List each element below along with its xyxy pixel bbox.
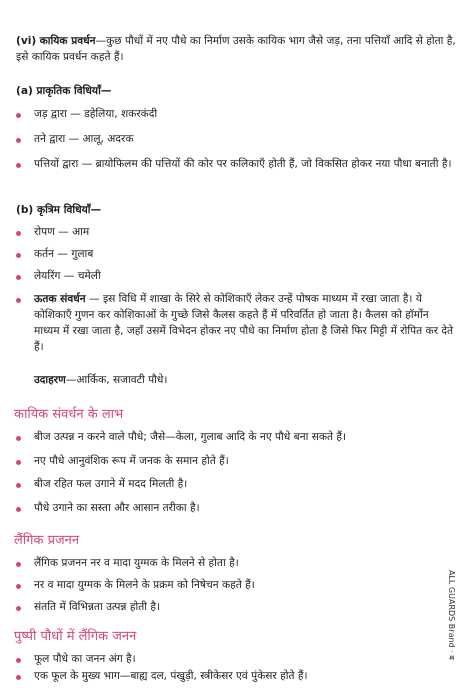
list-item-text: एक फूल के मुख्य भाग—बाह्य दल, पंखुड़ी, स्त्रीकेसर एवं पुंकेसर होते हैं। xyxy=(34,670,308,682)
example-text: —आर्किक, सजावटी पौधे। xyxy=(65,374,168,386)
side-watermark: ALL GUARDS Brand · ब xyxy=(447,570,456,660)
list-item-text: रोपण — आम xyxy=(34,226,90,238)
artificial-methods-heading: (b) कृत्रिम विधियाँ— xyxy=(16,204,102,216)
natural-methods-heading: (a) प्राकृतिक विधियाँ— xyxy=(16,85,112,97)
tissue-culture-term: ऊतक संवर्धन xyxy=(34,293,86,305)
bullet-dot xyxy=(16,436,21,441)
list-item-text: फूल पौधे का जनन अंग है। xyxy=(34,653,136,665)
list-item-text: संतति में विभिन्नता उत्पन्न होती है। xyxy=(34,601,160,613)
example-line xyxy=(34,373,454,389)
bullet-dot xyxy=(16,658,21,663)
list-item-text: लैंगिक प्रजनन नर व मादा युग्मक के मिलने से होता है। xyxy=(34,557,239,569)
list-item-text: नर व मादा युग्मक के मिलने के प्रक्रम को निषेचन कहते हैं। xyxy=(34,579,255,591)
list-item-text: पौधे उगाने का सस्ता और आसान तरीका है। xyxy=(34,502,200,514)
tissue-culture-description: — इस विधि में शाखा के सिरे से कोशिकाएँ लेकर उन्हें पोषक माध्यम में रखा जाता है। ये कोशिकाएँ गुणन कर कोशिकाओं के गुच्छे जिसे कैलस कहते हैं में परिवर्तित हो जाता है। कैलस को हॉर्मोन माध्यम में रखा जाता है, जहाँ उसमें विभेदन होकर नए पौधे का निर्माण होता है जिसे फिर मिट्टी में रोपित कर देते हैं। xyxy=(34,293,454,353)
bullet-dot xyxy=(16,460,21,465)
bullet-dot xyxy=(16,113,21,118)
list-item-text: लेयरिंग — चमेली xyxy=(34,270,101,282)
list-item-text: बीज उत्पन्न न करने वाले पौधे; जैसे—केला, गुलाब आदि के नए पौधे बना सकते हैं। xyxy=(34,431,347,443)
list-item-text: बीज रहित फल उगाने में मदद मिलती है। xyxy=(34,478,188,490)
bullet-dot xyxy=(16,298,21,303)
flowering-plants-heading: पुष्पी पौधों में लैंगिक जनन xyxy=(14,629,137,644)
bullet-dot xyxy=(16,507,21,512)
vegetative-propagation-text: —कुछ पौधों में नए पौधे का निर्माण उसके कायिक भाग जैसे जड़, तना पत्तियाँ आदि से होता है, इसे कायिक प्रवर्धन कहते हैं। xyxy=(16,35,456,63)
bullet-dot xyxy=(16,163,21,168)
sexual-reproduction-heading: लैंगिक प्रजनन xyxy=(14,533,80,548)
vegetative-propagation-paragraph xyxy=(16,34,456,66)
bullet-dot xyxy=(16,584,21,589)
bullet-dot xyxy=(16,483,21,488)
tissue-culture-text xyxy=(34,292,454,356)
list-item-text: तने द्वारा — आलू, अदरक xyxy=(34,133,134,145)
bullet-dot xyxy=(16,562,21,567)
section-number: (vi) xyxy=(16,35,37,47)
bullet-dot xyxy=(16,606,21,611)
bullet-dot xyxy=(16,253,21,258)
list-item-text: कर्तन — गुलाब xyxy=(34,248,94,260)
list-item-text: पत्तियों द्वारा — ब्रायोफिलम की पत्तियों की कोर पर कलिकाएँ होती हैं, जो विकसित होकर नया पौधा बनाती है। xyxy=(34,158,452,170)
bullet-dot xyxy=(16,138,21,143)
bullet-dot xyxy=(16,675,21,680)
bullet-dot xyxy=(16,275,21,280)
bullet-dot xyxy=(16,231,21,236)
benefits-heading: कायिक संवर्धन के लाभ xyxy=(14,407,124,422)
list-item-text: जड़ द्वारा — डहेलिया, शकरकंदी xyxy=(34,108,158,120)
vegetative-propagation-term: कायिक प्रवर्धन xyxy=(39,35,96,47)
list-item-text: नए पौधे आनुवंशिक रूप में जनक के समान होते हैं। xyxy=(34,455,229,467)
example-label: उदाहरण xyxy=(34,374,66,386)
